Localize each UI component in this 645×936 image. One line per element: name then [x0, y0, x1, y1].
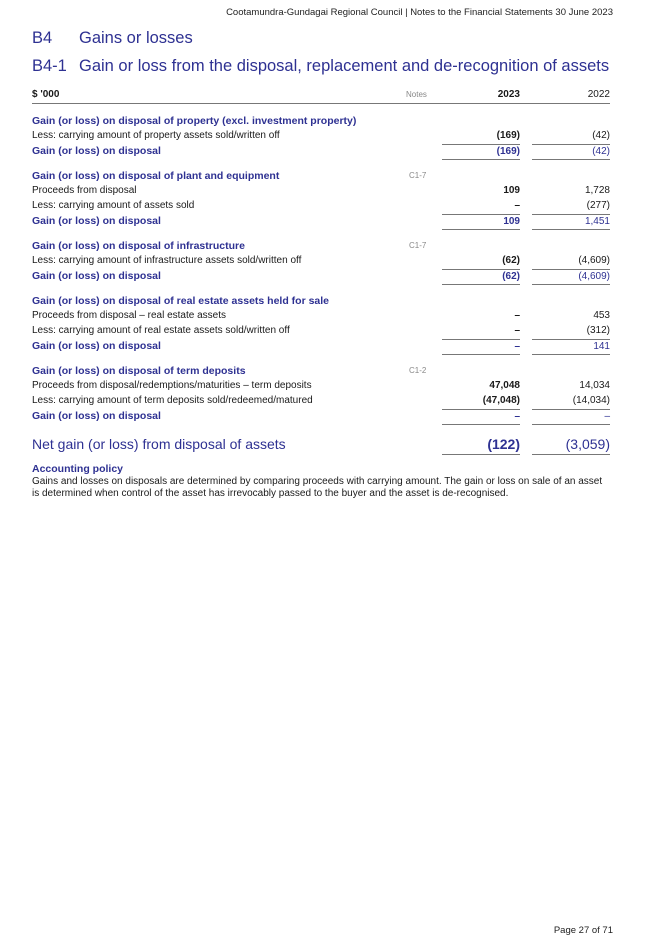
- row-label: Less: carrying amount of property assets sold/written off: [32, 130, 280, 141]
- section-title-text: Gain (or loss) on disposal of property (excl. investment property): [32, 115, 357, 127]
- section-total-row: [32, 269, 610, 284]
- value-2023: –: [514, 310, 520, 321]
- table-row: [32, 379, 610, 394]
- table-row: [32, 309, 610, 324]
- value-2023: –: [514, 325, 520, 336]
- total-2022: (42): [532, 144, 610, 160]
- subsection-number: B4-1: [32, 57, 67, 75]
- value-2022: (312): [586, 325, 610, 336]
- section-title-text: Gain (or loss) on disposal of real estate assets held for sale: [32, 295, 330, 307]
- value-2022: 1,728: [584, 185, 610, 196]
- section-total-row: [32, 144, 610, 159]
- row-label: Less: carrying amount of real estate assets sold/written off: [32, 325, 290, 336]
- row-label: Less: carrying amount of term deposits sold/redeemed/matured: [32, 395, 313, 406]
- section-title-text: Gain (or loss) on disposal of infrastructure: [32, 240, 245, 252]
- total-2023: –: [442, 409, 520, 425]
- year-2022-label: 2022: [587, 89, 610, 100]
- total-2023: (169): [442, 144, 520, 160]
- table-row: [32, 254, 610, 269]
- section-title-row: [32, 294, 610, 309]
- section-title: Gains or losses: [79, 29, 193, 47]
- table-section-plant-equipment: [32, 169, 610, 229]
- note-reference: C1-2: [409, 366, 427, 375]
- table-row: [32, 129, 610, 144]
- disposal-table: [32, 86, 610, 457]
- value-2022: 14,034: [579, 380, 610, 391]
- net-gain-label: Net gain (or loss) from disposal of assets: [32, 436, 286, 452]
- total-label: Gain (or loss) on disposal: [32, 145, 161, 157]
- row-label: Less: carrying amount of assets sold: [32, 200, 195, 211]
- table-section-property: [32, 114, 610, 159]
- table-column-header: [32, 86, 610, 104]
- total-2022: 1,451: [532, 214, 610, 230]
- value-2022: (4,609): [578, 255, 610, 266]
- total-label: Gain (or loss) on disposal: [32, 270, 161, 282]
- table-section-real-estate: [32, 294, 610, 354]
- total-label: Gain (or loss) on disposal: [32, 410, 161, 422]
- value-2022: (277): [586, 200, 610, 211]
- total-2023: –: [442, 339, 520, 355]
- note-reference: C1-7: [409, 171, 427, 180]
- net-gain-2022: (3,059): [532, 436, 610, 455]
- table-section-term-deposits: [32, 364, 610, 424]
- value-2022: (14,034): [572, 395, 610, 406]
- value-2022: 453: [593, 310, 610, 321]
- section-title-row: [32, 114, 610, 129]
- unit-label: $ '000: [32, 89, 60, 100]
- total-2023: 109: [442, 214, 520, 230]
- section-total-row: [32, 339, 610, 354]
- section-title-text: Gain (or loss) on disposal of plant and equipment: [32, 170, 280, 182]
- note-reference: C1-7: [409, 241, 427, 250]
- total-label: Gain (or loss) on disposal: [32, 215, 161, 227]
- table-section-infrastructure: [32, 239, 610, 284]
- total-2022: –: [532, 409, 610, 425]
- policy-heading: Accounting policy: [32, 463, 124, 475]
- policy-text: Gains and losses on disposals are determined by comparing proceeds with carrying amount. The gain or loss on sale of an asset is determined when control of the asset has irrevocably passed to the buyer and the asset is de-recognised.: [32, 476, 603, 499]
- net-gain-row: [32, 433, 610, 457]
- section-title-row: [32, 169, 610, 184]
- section-number: B4: [32, 29, 53, 47]
- accounting-policy: [32, 463, 612, 500]
- notes-column-label: Notes: [406, 90, 427, 99]
- section-title-text: Gain (or loss) on disposal of term deposits: [32, 365, 246, 377]
- row-label: Less: carrying amount of infrastructure assets sold/written off: [32, 255, 302, 266]
- total-2022: 141: [532, 339, 610, 355]
- table-row: [32, 394, 610, 409]
- table-row: [32, 324, 610, 339]
- row-label: Proceeds from disposal – real estate assets: [32, 310, 226, 321]
- section-heading: [32, 29, 193, 48]
- subsection-title: Gain or loss from the disposal, replacement and de-recognition of assets: [79, 57, 610, 75]
- value-2023: (62): [502, 255, 520, 266]
- document-header: Cootamundra-Gundagai Regional Council | Notes to the Financial Statements 30 June 2023: [226, 7, 613, 18]
- value-2023: (47,048): [482, 395, 520, 406]
- year-2023-label: 2023: [497, 89, 520, 100]
- section-title-row: [32, 239, 610, 254]
- section-total-row: [32, 409, 610, 424]
- page-number: Page 27 of 71: [553, 925, 613, 936]
- total-label: Gain (or loss) on disposal: [32, 340, 161, 352]
- table-row: [32, 199, 610, 214]
- value-2023: 109: [503, 185, 520, 196]
- row-label: Proceeds from disposal/redemptions/maturities – term deposits: [32, 380, 312, 391]
- total-2022: (4,609): [532, 269, 610, 285]
- total-2023: (62): [442, 269, 520, 285]
- subsection-heading: [32, 57, 609, 76]
- section-title-row: [32, 364, 610, 379]
- row-label: Proceeds from disposal: [32, 185, 137, 196]
- table-row: [32, 184, 610, 199]
- value-2022: (42): [592, 130, 610, 141]
- section-total-row: [32, 214, 610, 229]
- value-2023: –: [514, 200, 520, 211]
- value-2023: 47,048: [489, 380, 520, 391]
- net-gain-2023: (122): [442, 436, 520, 455]
- value-2023: (169): [496, 130, 520, 141]
